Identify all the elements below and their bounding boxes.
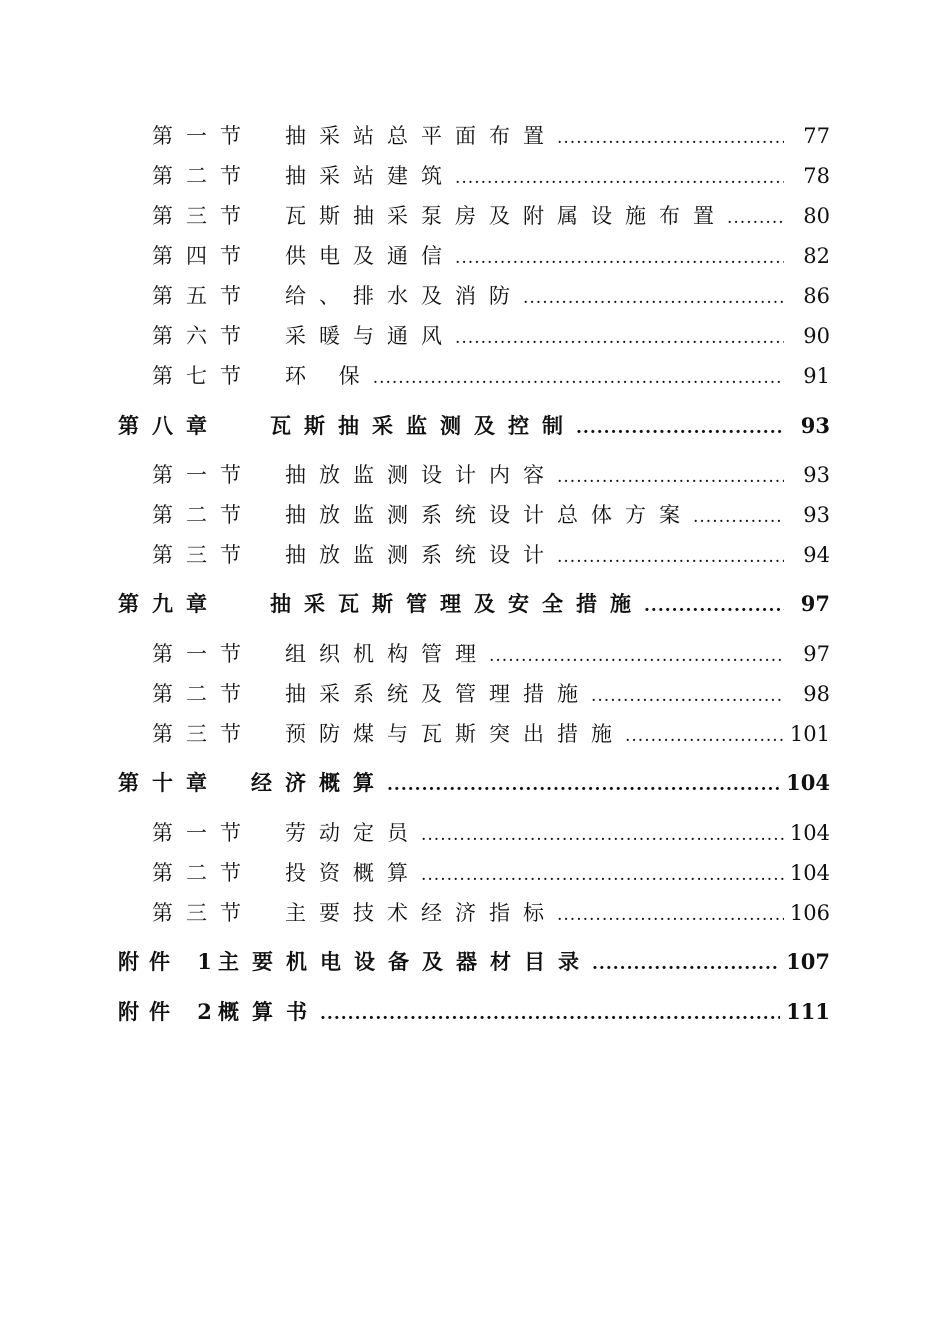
section-number: 第一节: [152, 642, 254, 666]
section-title: 抽放监测设计内容: [285, 463, 557, 487]
dot-leader: [693, 507, 784, 527]
toc-entry-chapter[interactable]: [118, 767, 830, 797]
page-number: 104: [789, 821, 830, 845]
section-title: 抽采站建筑: [285, 164, 455, 188]
chapter-number: 第八章: [118, 413, 220, 438]
dot-leader: [557, 547, 784, 567]
section-title: 环 保: [285, 364, 373, 388]
chapter-number: 第十章: [118, 770, 220, 795]
section-number: 第三节: [152, 543, 254, 567]
section-number: 第四节: [152, 244, 254, 268]
section-number: 第七节: [152, 364, 254, 388]
section-number: 第二节: [152, 682, 254, 706]
toc-entry[interactable]: [152, 160, 830, 190]
dot-leader: [387, 775, 780, 795]
appendix-number: 附件 1: [118, 949, 222, 974]
page-number: 97: [803, 642, 830, 666]
dot-leader: [591, 686, 784, 706]
toc-entry[interactable]: [152, 817, 830, 847]
section-title: 抽采站总平面布置: [285, 124, 557, 148]
dot-leader: [557, 467, 784, 487]
toc-entry[interactable]: [152, 897, 830, 927]
dot-leader: [644, 596, 784, 616]
appendix-title: 概算书: [218, 999, 320, 1024]
toc-entry-appendix[interactable]: [118, 946, 830, 976]
dot-leader: [373, 368, 784, 388]
page-number: 93: [800, 413, 830, 438]
page-number: 78: [803, 164, 830, 188]
page-number: 104: [786, 770, 830, 795]
section-title: 主要技术经济指标: [285, 901, 557, 925]
section-title: 抽放监测系统设计: [285, 543, 557, 567]
page-number: 94: [803, 543, 830, 567]
page-number: 107: [786, 949, 830, 974]
dot-leader: [320, 1004, 780, 1024]
page-number: 111: [786, 999, 830, 1024]
dot-leader: [592, 954, 780, 974]
section-title: 采暖与通风: [285, 324, 455, 348]
page-number: 98: [803, 682, 830, 706]
chapter-number: 第九章: [118, 591, 220, 616]
dot-leader: [557, 128, 784, 148]
dot-leader: [421, 865, 784, 885]
toc-entry[interactable]: [152, 320, 830, 350]
toc-entry[interactable]: [152, 240, 830, 270]
page-number: 91: [803, 364, 830, 388]
page-number: 93: [803, 463, 830, 487]
section-number: 第一节: [152, 463, 254, 487]
page-number: 80: [803, 204, 830, 228]
section-number: 第三节: [152, 901, 254, 925]
dot-leader: [576, 418, 784, 438]
page-number: 90: [803, 324, 830, 348]
toc-entry[interactable]: [152, 539, 830, 569]
section-number: 第五节: [152, 284, 254, 308]
dot-leader: [421, 825, 784, 845]
section-number: 第二节: [152, 861, 254, 885]
chapter-title: 经济概算: [251, 770, 387, 795]
section-title: 劳动定员: [285, 821, 421, 845]
section-title: 抽采系统及管理措施: [285, 682, 591, 706]
page-number: 82: [803, 244, 830, 268]
page-number: 101: [789, 722, 830, 746]
dot-leader: [557, 905, 784, 925]
section-number: 第三节: [152, 722, 254, 746]
section-number: 第三节: [152, 204, 254, 228]
toc-entry[interactable]: [152, 638, 830, 668]
section-number: 第一节: [152, 124, 254, 148]
dot-leader: [455, 328, 784, 348]
section-title: 预防煤与瓦斯突出措施: [285, 722, 625, 746]
toc-entry[interactable]: [152, 718, 830, 748]
toc-entry-appendix[interactable]: [118, 996, 830, 1026]
toc-entry-chapter[interactable]: [118, 410, 830, 440]
section-number: 第六节: [152, 324, 254, 348]
toc-entry-chapter[interactable]: [118, 588, 830, 618]
appendix-title: 主要机电设备及器材目录: [218, 949, 592, 974]
toc-entry[interactable]: [152, 200, 830, 230]
toc-entry[interactable]: [152, 360, 830, 390]
toc-entry[interactable]: [152, 120, 830, 150]
section-number: 第一节: [152, 821, 254, 845]
section-title: 瓦斯抽采泵房及附属设施布置: [285, 204, 727, 228]
page-number: 77: [803, 124, 830, 148]
toc-entry[interactable]: [152, 678, 830, 708]
section-title: 投资概算: [285, 861, 421, 885]
page-number: 86: [803, 284, 830, 308]
dot-leader: [455, 248, 784, 268]
page-number: 106: [789, 901, 830, 925]
section-title: 供电及通信: [285, 244, 455, 268]
dot-leader: [727, 208, 784, 228]
section-number: 第二节: [152, 164, 254, 188]
toc-entry[interactable]: [152, 857, 830, 887]
dot-leader: [455, 168, 784, 188]
page-number: 97: [800, 591, 830, 616]
section-title: 组织机构管理: [285, 642, 489, 666]
section-number: 第二节: [152, 503, 254, 527]
section-title: 给、排水及消防: [285, 284, 523, 308]
page-number: 104: [789, 861, 830, 885]
toc-entry[interactable]: [152, 499, 830, 529]
dot-leader: [625, 726, 784, 746]
dot-leader: [489, 646, 784, 666]
section-title: 抽放监测系统设计总体方案: [285, 503, 693, 527]
dot-leader: [523, 288, 784, 308]
appendix-number: 附件 2: [118, 999, 222, 1024]
chapter-title: 瓦斯抽采监测及控制: [270, 413, 576, 438]
toc-entry[interactable]: [152, 280, 830, 310]
page-number: 93: [803, 503, 830, 527]
toc-entry[interactable]: [152, 459, 830, 489]
chapter-title: 抽采瓦斯管理及安全措施: [270, 591, 644, 616]
